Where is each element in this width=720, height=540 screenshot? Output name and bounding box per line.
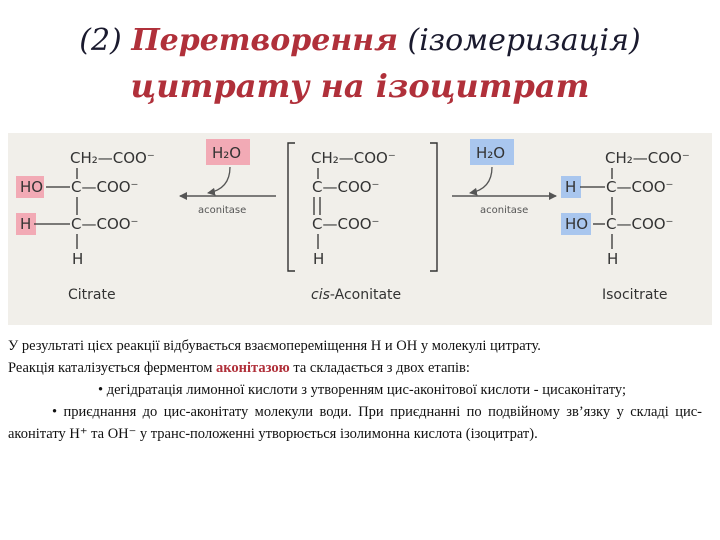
citrate-label: Citrate [68,287,116,303]
citrate-h-bottom: H [72,250,84,268]
water-curve-2 [470,167,492,193]
reaction-arrow-2 [452,139,556,216]
citrate-h-left: H [20,215,32,233]
isocitrate-ho: HO [565,215,589,233]
reaction-arrow-1 [180,139,276,216]
reaction-scheme [8,133,712,325]
title-line-1 [0,22,720,60]
bracket-right [430,143,437,271]
water-label-2: H₂O [476,144,506,162]
paragraph-2-end: та складається з двох етапів: [289,360,470,376]
paragraph-2 [8,357,702,379]
citrate-ch2coo: CH₂—COO⁻ [70,149,155,167]
isocitrate-structure [561,149,690,303]
enzyme-label-1: aconitase [198,205,247,216]
cis-aconitate-label: cis-Aconitate [311,287,402,303]
paragraph-1: У результаті цієх реакції відбувається взаємопереміщення Н и ОН у молекулі цитрату. [8,338,541,354]
citrate-structure [16,149,155,303]
paragraph-3: • дегідратація лимонної кислоти з утворенням цис-аконітової кислоти - цисаконітату; [98,382,626,398]
isocitrate-c-coo-1: C—COO⁻ [606,178,674,196]
bracket-left [288,143,295,271]
aconitate-c-coo-2: C—COO⁻ [312,215,380,233]
enzyme-label-2: aconitase [480,205,529,216]
isocitrate-label: Isocitrate [602,287,668,303]
aconitate-c-coo-1: C—COO⁻ [312,178,380,196]
title-number: (2) [79,23,122,58]
paragraph-2-start: Реакція каталізується ферментом [8,360,217,376]
cis-aconitate-structure [288,143,437,303]
isocitrate-h-left: H [565,178,577,196]
citrate-c-coo-1: C—COO⁻ [71,178,139,196]
reaction-figure [8,133,712,325]
enzyme-name: аконітазою [216,360,290,376]
paragraph-4: • приєднання до цис-аконітату молекули води. При приєднанні по подвійному зв’язку у складі цис-аконітату Н⁺ та ОН⁻ у транс-положенні утворюється ізолимонна кислота (ізоцитрат). [8,404,702,442]
isocitrate-h-bottom: H [607,250,619,268]
citrate-c-coo-2: C—COO⁻ [71,215,139,233]
aconitate-h-bottom: H [313,250,325,268]
title-line-2: цитрату на ізоцитрат [130,67,590,105]
citrate-ho: HO [20,178,44,196]
explanation-text [8,335,702,445]
isocitrate-c-coo-2: C—COO⁻ [606,215,674,233]
title-keyword: Перетворення [131,23,398,58]
water-curve-1 [208,167,230,193]
isocitrate-ch2coo: CH₂—COO⁻ [605,149,690,167]
water-label-1: H₂O [212,144,242,162]
slide-title [0,22,720,106]
title-paren: (ізомеризація) [407,23,641,58]
aconitate-ch2coo: CH₂—COO⁻ [311,149,396,167]
